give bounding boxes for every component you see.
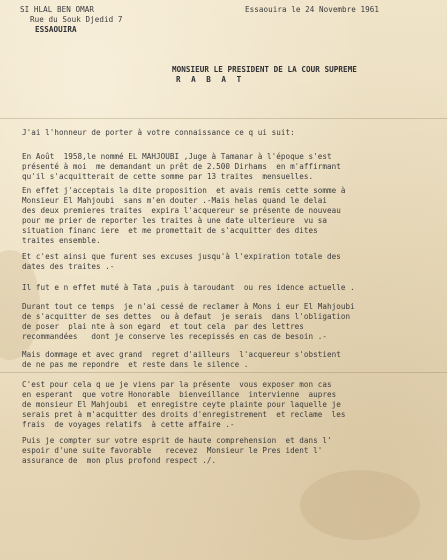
recipient-line-2: R A B A T <box>176 75 245 84</box>
paragraph-3-line-3: des deux premieres traites expira l'acquereur se présente de nouveau <box>22 206 341 215</box>
paragraph-9-line-2: espoir d'une suite favorable recevez Monsieur le Pres ident l' <box>22 446 323 455</box>
paragraph-8-line-4: serais pret à m'acquitter des droits d'enregistrement et reclame les <box>22 410 346 419</box>
paragraph-6-line-4: recommandées dont je conserve les recepissés en cas de besoin .- <box>22 332 328 341</box>
paragraph-3-line-4: pour me prier de reporter les traites à une date ulterieure vu sa <box>22 216 328 225</box>
paper-fold-line <box>0 118 447 119</box>
paper-stain <box>300 470 420 540</box>
paragraph-1-line-1: J'ai l'honneur de porter à votre connaissance ce q ui suit: <box>22 128 295 137</box>
paragraph-9-line-3: assurance de mon plus profond respect ./. <box>22 456 217 465</box>
paragraph-7-line-2: de ne pas me repondre et reste dans le silence . <box>22 360 249 369</box>
paragraph-8-line-5: frais de voyages relatifs à cette affaire .- <box>22 420 235 429</box>
paragraph-8-line-3: de monsieur El Mahjoubi et enregistre ceyte plainte pour laquelle je <box>22 400 341 409</box>
sender-city: ESSAOUIRA <box>35 25 77 34</box>
paragraph-3-line-5: situation financ iere et me promettait de s'acquitter des dites <box>22 226 318 235</box>
paragraph-4-line-1: Et c'est ainsi que furent ses excuses jusqu'à l'expiration totale des <box>22 252 341 261</box>
recipient-line-1: MONSIEUR LE PRESIDENT DE LA COUR SUPREME <box>172 65 357 74</box>
letter-date: Essaouira le 24 Novembre 1961 <box>245 5 380 14</box>
paragraph-9-line-1: Puis je compter sur votre esprit de haute comprehension et dans l' <box>22 436 332 445</box>
paragraph-2-line-3: qu'il s'acquitterait de cette somme par 13 traites mensuelles. <box>22 172 314 181</box>
paragraph-5-line-1: Il fut e n effet muté à Tata ,puis à taroudant ou res idence actuelle . <box>22 283 355 292</box>
paragraph-8-line-2: en esperant que votre Honorable bienveillance intervienne aupres <box>22 390 337 399</box>
paragraph-7-line-1: Mais dommage et avec grand regret d'ailleurs l'acquereur s'obstient <box>22 350 341 359</box>
paragraph-6-line-1: Durant tout ce temps je n'ai cessé de reclamer à Mons i eur El Mahjoubi <box>22 302 355 311</box>
paragraph-4-line-2: dates des traites .- <box>22 262 115 271</box>
paragraph-6-line-3: de poser plai nte à son egard et tout cela par des lettres <box>22 322 304 331</box>
paragraph-6-line-2: de s'acquitter de ses dettes ou à defaut je serais dans l'obligation <box>22 312 351 321</box>
paragraph-2-line-1: En Août 1958,le nommé EL MAHJOUBI ,Juge à Tamanar à l'époque s'est <box>22 152 332 161</box>
sender-name: SI HLAL BEN OMAR <box>20 5 94 14</box>
paragraph-3-line-6: traites ensemble. <box>22 236 101 245</box>
sender-street: Rue du Souk Djedid 7 <box>30 15 123 24</box>
paragraph-2-line-2: présenté à moi me demandant un prêt de 2.500 Dirhams en m'affirmant <box>22 162 341 171</box>
paper-fold-line <box>0 372 447 373</box>
paragraph-3-line-2: Monsieur El Mahjoubi sans m'en douter .-Mais helas quand le delai <box>22 196 328 205</box>
paragraph-8-line-1: C'est pour cela q ue je viens par la présente vous exposer mon cas <box>22 380 332 389</box>
paragraph-3-line-1: En effet j'acceptais la dite proposition et avais remis cette somme à <box>22 186 346 195</box>
